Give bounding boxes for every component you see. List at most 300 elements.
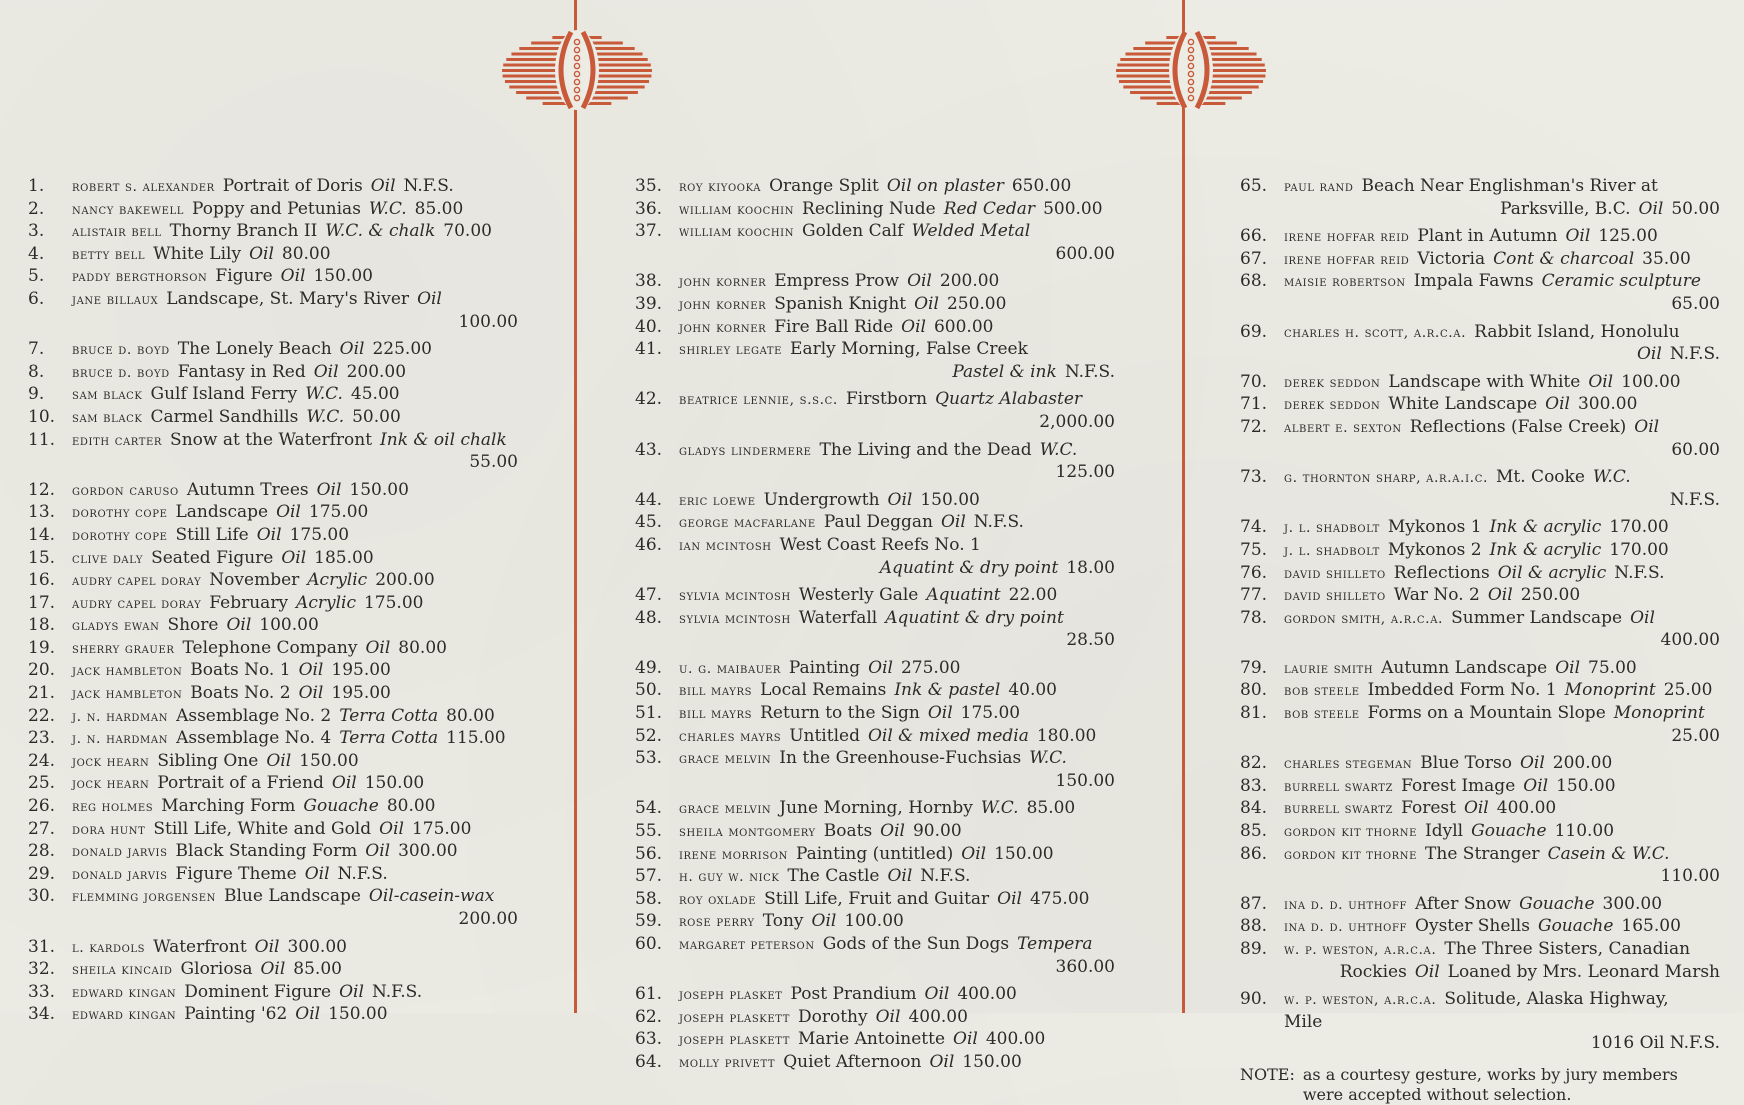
catalogue-entry	[635, 490, 1115, 513]
work-medium: Ink & acrylic	[1489, 517, 1602, 538]
catalogue-entry	[635, 512, 1115, 535]
entry-continuation	[1284, 490, 1720, 512]
work-title: Waterfront	[153, 936, 247, 957]
work-medium: W.C.	[1029, 748, 1067, 769]
work-medium: Oil	[1565, 226, 1591, 247]
work-medium: W.C. & chalk	[325, 221, 436, 242]
entry-body	[679, 984, 1115, 1007]
catalogue-entry	[1240, 821, 1720, 844]
entry-body	[679, 1029, 1115, 1052]
work-medium: Oil	[365, 637, 391, 658]
entry-body	[679, 440, 1115, 484]
catalogue-entry	[28, 480, 518, 503]
work-title: Forms on a Mountain Slope	[1367, 703, 1606, 724]
catalogue-entry	[635, 798, 1115, 821]
catalogue-entry	[28, 593, 518, 616]
entry-body	[679, 389, 1115, 433]
catalogue-entry	[28, 841, 518, 864]
entry-line	[1284, 540, 1720, 563]
entry-line	[72, 480, 518, 503]
artist-name: shirley legate	[679, 342, 783, 359]
work-medium: Oil	[887, 489, 913, 510]
entry-line	[1284, 753, 1720, 776]
catalogue-entry	[1240, 798, 1720, 821]
entry-number: 33.	[28, 981, 56, 1002]
work-medium: Quartz Alabaster	[935, 389, 1083, 410]
entry-number: 48.	[635, 607, 663, 628]
work-price: N.F.S.	[337, 863, 388, 884]
catalogue-entry	[28, 407, 518, 430]
work-medium: Oil	[276, 502, 301, 523]
work-title: The Castle	[787, 866, 880, 887]
catalogue-entry	[28, 548, 518, 571]
artist-name: jock hearn	[72, 776, 150, 793]
catalogue-entry	[28, 199, 518, 222]
catalogue-entry	[635, 866, 1115, 889]
entry-continuation	[1284, 440, 1720, 462]
entry-number: 9.	[28, 384, 45, 405]
work-price: 28.50	[1066, 630, 1115, 651]
artist-name: sam black	[72, 409, 143, 426]
entry-body	[1284, 467, 1720, 511]
artist-name: w. p. weston, a.r.c.a.	[1284, 942, 1437, 958]
artist-name: reg holmes	[72, 799, 154, 816]
artist-name: h. guy w. nick	[679, 869, 780, 886]
work-title: Telephone Company	[182, 637, 358, 658]
entry-body	[72, 937, 518, 960]
work-medium: W.C.	[368, 198, 407, 219]
entry-number: 55.	[635, 821, 663, 842]
artist-name: j. n. hardman	[72, 731, 169, 748]
entry-number: 45.	[635, 512, 663, 533]
work-medium: Oil	[417, 288, 442, 309]
work-title: Dominent Figure	[184, 981, 332, 1002]
work-price: 200.00	[458, 909, 518, 929]
work-title: Marching Form	[161, 796, 296, 817]
work-title: Reclining Nude	[802, 198, 936, 219]
entry-number: 90.	[1240, 989, 1268, 1010]
work-price: N.F.S.	[920, 866, 971, 887]
work-price: 150.00	[364, 773, 425, 794]
entry-body	[72, 502, 518, 525]
entry-line	[679, 221, 1115, 244]
entry-number: 32.	[28, 959, 56, 980]
work-title: Golden Calf	[802, 221, 904, 242]
entry-number: 83.	[1240, 775, 1268, 796]
entry-continuation	[1284, 726, 1720, 748]
entry-body	[72, 683, 518, 706]
entry-body	[1284, 394, 1720, 417]
artist-name: derek seddon	[1284, 397, 1381, 414]
entry-body	[1284, 517, 1720, 540]
work-medium: Oil	[997, 888, 1022, 909]
work-medium: Oil on plaster	[886, 176, 1004, 196]
work-medium: Oil	[940, 512, 966, 533]
catalogue-entry	[28, 638, 518, 661]
work-price: 175.00	[308, 502, 369, 523]
work-medium: W.C.	[306, 406, 345, 427]
entry-line	[1284, 517, 1720, 540]
catalogue-entry	[28, 384, 518, 407]
entry-line	[1284, 703, 1720, 726]
entry-line	[1284, 585, 1720, 608]
entry-number: 4.	[28, 243, 45, 264]
work-price: 225.00	[372, 339, 432, 360]
work-medium: Acrylic	[307, 570, 368, 591]
artist-name: paul rand	[1284, 179, 1354, 195]
work-medium: Oil	[1545, 394, 1570, 415]
entry-line	[72, 864, 518, 887]
work-medium: Oil	[370, 176, 396, 196]
entry-body	[679, 798, 1115, 821]
work-title: The Lonely Beach	[177, 339, 332, 360]
work-medium: Oil	[266, 750, 292, 771]
artist-name: joseph plaskett	[679, 1032, 790, 1049]
entry-body	[72, 959, 518, 982]
entry-number: 17.	[28, 592, 56, 613]
entry-body	[679, 726, 1115, 749]
entry-body	[72, 266, 518, 289]
entry-body	[1284, 563, 1720, 586]
entry-line	[1284, 844, 1720, 867]
entry-line	[1284, 608, 1720, 631]
work-medium: Oil	[339, 339, 365, 360]
catalogue-entry	[28, 525, 518, 548]
entry-number: 88.	[1240, 916, 1268, 937]
work-title: Impala Fawns	[1413, 271, 1534, 292]
entry-body	[679, 911, 1115, 934]
entry-body	[1284, 821, 1720, 844]
work-price: 250.00	[1520, 585, 1581, 606]
work-title: Reflections	[1393, 562, 1490, 583]
work-price: 110.00	[1660, 866, 1720, 887]
entry-body	[1284, 322, 1720, 366]
work-price: 195.00	[331, 660, 391, 681]
entry-number: 59.	[635, 911, 663, 932]
artist-name: robert s. alexander	[72, 179, 215, 195]
entry-body	[72, 480, 518, 503]
catalogue-entry	[1240, 680, 1720, 703]
entry-body	[72, 548, 518, 571]
work-title: Spanish Knight	[774, 293, 907, 314]
entry-number: 20.	[28, 660, 56, 681]
entry-continuation	[679, 244, 1115, 266]
work-medium: Oil	[249, 243, 274, 264]
entry-number: 79.	[1240, 657, 1268, 678]
catalogue-entry	[1240, 844, 1720, 888]
work-medium: Oil	[1487, 585, 1513, 606]
entry-body	[1284, 894, 1720, 917]
work-title: The Living and the Dead	[819, 439, 1032, 460]
entry-number: 80.	[1240, 680, 1268, 701]
catalogue-entry	[635, 317, 1115, 340]
entry-body	[679, 748, 1115, 792]
work-price: 150.00	[299, 750, 359, 771]
entry-continuation	[72, 312, 518, 334]
entry-line	[72, 615, 518, 638]
entry-body	[72, 886, 518, 930]
artist-name: j. l. shadbolt	[1284, 542, 1380, 559]
entry-line	[1284, 394, 1720, 417]
entry-body	[1284, 226, 1720, 249]
entry-line	[679, 317, 1115, 340]
work-medium: W.C.	[1592, 467, 1631, 488]
catalogue-entry	[1240, 585, 1720, 608]
entry-continuation	[1284, 294, 1720, 316]
entry-body	[72, 751, 518, 774]
catalogue-entry	[28, 796, 518, 819]
work-title: Seated Figure	[151, 547, 274, 568]
entry-number: 56.	[635, 843, 663, 864]
entry-line	[72, 982, 518, 1005]
work-price: 150.00	[1055, 770, 1115, 791]
artist-name: sheila kincaid	[72, 962, 173, 979]
artist-name: irene hoffar reid	[1284, 229, 1410, 246]
entry-body	[1284, 372, 1720, 395]
work-medium: Oil	[1588, 371, 1614, 392]
entry-line	[72, 819, 518, 842]
work-price: N.F.S.	[1064, 361, 1115, 382]
artist-name: roy oxlade	[679, 891, 757, 908]
work-price: 200.00	[346, 361, 407, 382]
work-price: Loaned by Mrs. Leonard Marsh	[1447, 961, 1720, 982]
artist-name: donald jarvis	[72, 866, 168, 883]
work-price: 100.00	[844, 911, 904, 932]
work-title: Rabbit Island, Honolulu	[1474, 321, 1680, 342]
entry-number: 47.	[635, 585, 663, 606]
entry-line	[679, 658, 1115, 681]
entry-line	[72, 199, 518, 222]
artist-name: edith carter	[72, 432, 163, 449]
work-medium: Oil	[880, 821, 905, 842]
work-medium: Oil	[927, 703, 953, 724]
work-price: 150.00	[962, 1051, 1022, 1072]
entry-body	[72, 289, 518, 333]
entry-body	[72, 773, 518, 796]
entry-number: 67.	[1240, 248, 1268, 269]
work-price: 50.00	[1671, 198, 1720, 219]
catalogue-entry	[28, 570, 518, 593]
artist-name: derek seddon	[1284, 374, 1381, 391]
work-title: Assemblage No. 4	[176, 728, 332, 749]
entry-line	[679, 440, 1115, 463]
work-title: Landscape	[175, 502, 269, 523]
work-price: N.F.S.	[403, 176, 454, 196]
entry-body	[72, 593, 518, 616]
entry-line	[72, 706, 518, 729]
entry-number: 29.	[28, 863, 56, 884]
work-price: 40.00	[1008, 680, 1057, 701]
work-price: 85.00	[1026, 798, 1076, 819]
work-title: Gulf Island Ferry	[150, 384, 298, 405]
entry-line	[679, 176, 1115, 199]
entry-continuation	[679, 412, 1115, 434]
entry-line	[72, 176, 518, 199]
work-title: Mykonos 1	[1387, 517, 1482, 538]
catalogue-entry	[635, 844, 1115, 867]
work-price: N.F.S.	[1614, 562, 1665, 583]
work-price: N.F.S.	[1669, 344, 1720, 365]
entry-line	[679, 294, 1115, 317]
entry-continuation	[1284, 199, 1720, 221]
entry-number: 10.	[28, 406, 56, 427]
work-title: Firstborn	[845, 389, 928, 410]
catalogue-entry	[28, 244, 518, 267]
entry-number: 37.	[635, 221, 663, 242]
artist-name: charles stegeman	[1284, 756, 1413, 773]
work-price: 195.00	[331, 683, 391, 704]
work-medium: Oil	[298, 683, 324, 704]
work-title: Poppy and Petunias	[192, 198, 361, 219]
work-price: 175.00	[411, 818, 472, 839]
artist-name: sylvia mcintosh	[679, 588, 791, 605]
work-medium: Acrylic	[296, 592, 356, 613]
work-title: White Lily	[153, 243, 242, 264]
catalogue-entry	[1240, 563, 1720, 586]
entry-number: 18.	[28, 615, 56, 636]
work-title: Tony	[762, 911, 804, 932]
artist-name: rose perry	[679, 914, 755, 931]
catalogue-entry	[28, 819, 518, 842]
entry-body	[679, 271, 1115, 294]
work-title: War No. 2	[1393, 585, 1480, 606]
artist-name: george macfarlane	[679, 515, 816, 532]
entry-number: 54.	[635, 798, 663, 819]
entry-number: 68.	[1240, 271, 1268, 292]
work-medium: W.C.	[305, 384, 343, 405]
artist-name: donald jarvis	[72, 844, 168, 861]
entry-line	[72, 430, 518, 453]
work-price: 150.00	[994, 843, 1054, 864]
work-title: Reflections (False Creek)	[1409, 416, 1627, 437]
catalogue-entry	[28, 502, 518, 525]
entry-number: 13.	[28, 502, 56, 523]
work-medium: Oil	[226, 615, 252, 636]
work-price: 200.00	[939, 271, 1000, 292]
work-price: 170.00	[1609, 517, 1669, 538]
work-title: After Snow	[1415, 893, 1512, 914]
catalogue-entry	[28, 176, 518, 199]
artist-name: jock hearn	[72, 753, 150, 770]
artist-name: molly privett	[679, 1054, 776, 1071]
artist-name: l. kardols	[72, 939, 146, 956]
note-label: NOTE:	[1240, 1064, 1295, 1084]
catalogue-entry	[635, 271, 1115, 294]
entry-line	[72, 638, 518, 661]
artist-name: john korner	[679, 296, 767, 313]
entry-number: 60.	[635, 934, 663, 954]
entry-number: 65.	[1240, 176, 1268, 196]
work-title: Local Remains	[760, 680, 887, 701]
work-price: 35.00	[1642, 248, 1691, 269]
work-medium: Oil	[875, 1006, 901, 1027]
catalogue-entry	[1240, 394, 1720, 417]
work-medium: Gouache	[1471, 821, 1547, 842]
entry-number: 61.	[635, 984, 663, 1005]
work-title: Early Morning, False Creek	[790, 339, 1028, 360]
work-price: N.F.S.	[371, 981, 423, 1002]
catalogue-entry	[28, 221, 518, 244]
work-title: Waterfall	[798, 607, 878, 628]
work-title: Autumn Trees	[186, 479, 309, 500]
entry-line	[72, 362, 518, 385]
work-title: Oyster Shells	[1415, 916, 1530, 937]
artist-name: margaret peterson	[679, 937, 815, 953]
artist-name: nancy bakewell	[72, 201, 185, 218]
work-title: Return to the Sign	[760, 703, 920, 724]
artist-name: gordon kit thorne	[1284, 846, 1418, 863]
work-title: The Three Sisters, Canadian	[1444, 939, 1691, 959]
work-medium: Gouache	[303, 796, 379, 817]
work-title: Paul Deggan	[823, 512, 933, 533]
catalogue-column-1	[28, 176, 518, 1027]
work-medium: W.C.	[1039, 439, 1078, 460]
column-3-entries	[1240, 176, 1720, 1055]
work-title: Black Standing Form	[175, 841, 358, 862]
entry-number: 39.	[635, 293, 663, 314]
work-price: 70.00	[443, 221, 492, 242]
eye-ornament-icon	[497, 28, 657, 112]
work-medium: Oil	[1630, 607, 1655, 628]
artist-name: j. n. hardman	[72, 708, 169, 725]
catalogue-entry	[635, 176, 1115, 199]
entry-body	[1284, 608, 1720, 652]
work-title: Portrait of Doris	[222, 176, 363, 196]
work-medium: Ink & acrylic	[1489, 539, 1602, 560]
work-title: Mykonos 2	[1387, 539, 1482, 560]
catalogue-entry	[635, 608, 1115, 652]
work-price: 400.00	[957, 984, 1017, 1005]
work-price: N.F.S.	[973, 512, 1024, 533]
entry-line	[1284, 989, 1720, 1033]
catalogue-entry	[1240, 608, 1720, 652]
work-price: 175.00	[960, 703, 1021, 724]
artist-name: audry capel doray	[72, 573, 202, 590]
work-medium: Oil	[295, 1004, 321, 1025]
work-title: Westerly Gale	[798, 585, 919, 606]
work-price: 100.00	[458, 311, 518, 332]
artist-name: bill mayrs	[679, 683, 753, 700]
entry-continuation	[679, 362, 1115, 384]
entry-body	[1284, 658, 1720, 681]
work-medium: Oil	[256, 524, 282, 545]
artist-name: gladys ewan	[72, 618, 160, 635]
entry-number: 58.	[635, 888, 663, 909]
entry-number: 84.	[1240, 798, 1268, 819]
artist-name: sherry grauer	[72, 640, 175, 657]
entry-body	[679, 317, 1115, 340]
entry-line	[72, 548, 518, 571]
entry-line	[679, 866, 1115, 889]
artist-name: david shilleto	[1284, 588, 1386, 605]
catalogue-entry	[28, 1004, 518, 1027]
entry-line	[679, 1029, 1115, 1052]
work-title: Forest	[1401, 798, 1456, 819]
catalogue-entry	[28, 706, 518, 729]
work-price: 600.00	[933, 316, 994, 337]
artist-name: dora hunt	[72, 821, 146, 838]
entry-continuation	[72, 909, 518, 931]
work-title: Imbedded Form No. 1	[1367, 680, 1557, 701]
work-price: 400.00	[985, 1029, 1046, 1050]
catalogue-entry	[1240, 271, 1720, 315]
work-price: 150.00	[328, 1004, 388, 1025]
catalogue-entry	[28, 430, 518, 474]
entry-body	[1284, 417, 1720, 461]
entry-line	[679, 199, 1115, 222]
work-price: 165.00	[1621, 916, 1681, 937]
entry-body	[1284, 776, 1720, 799]
